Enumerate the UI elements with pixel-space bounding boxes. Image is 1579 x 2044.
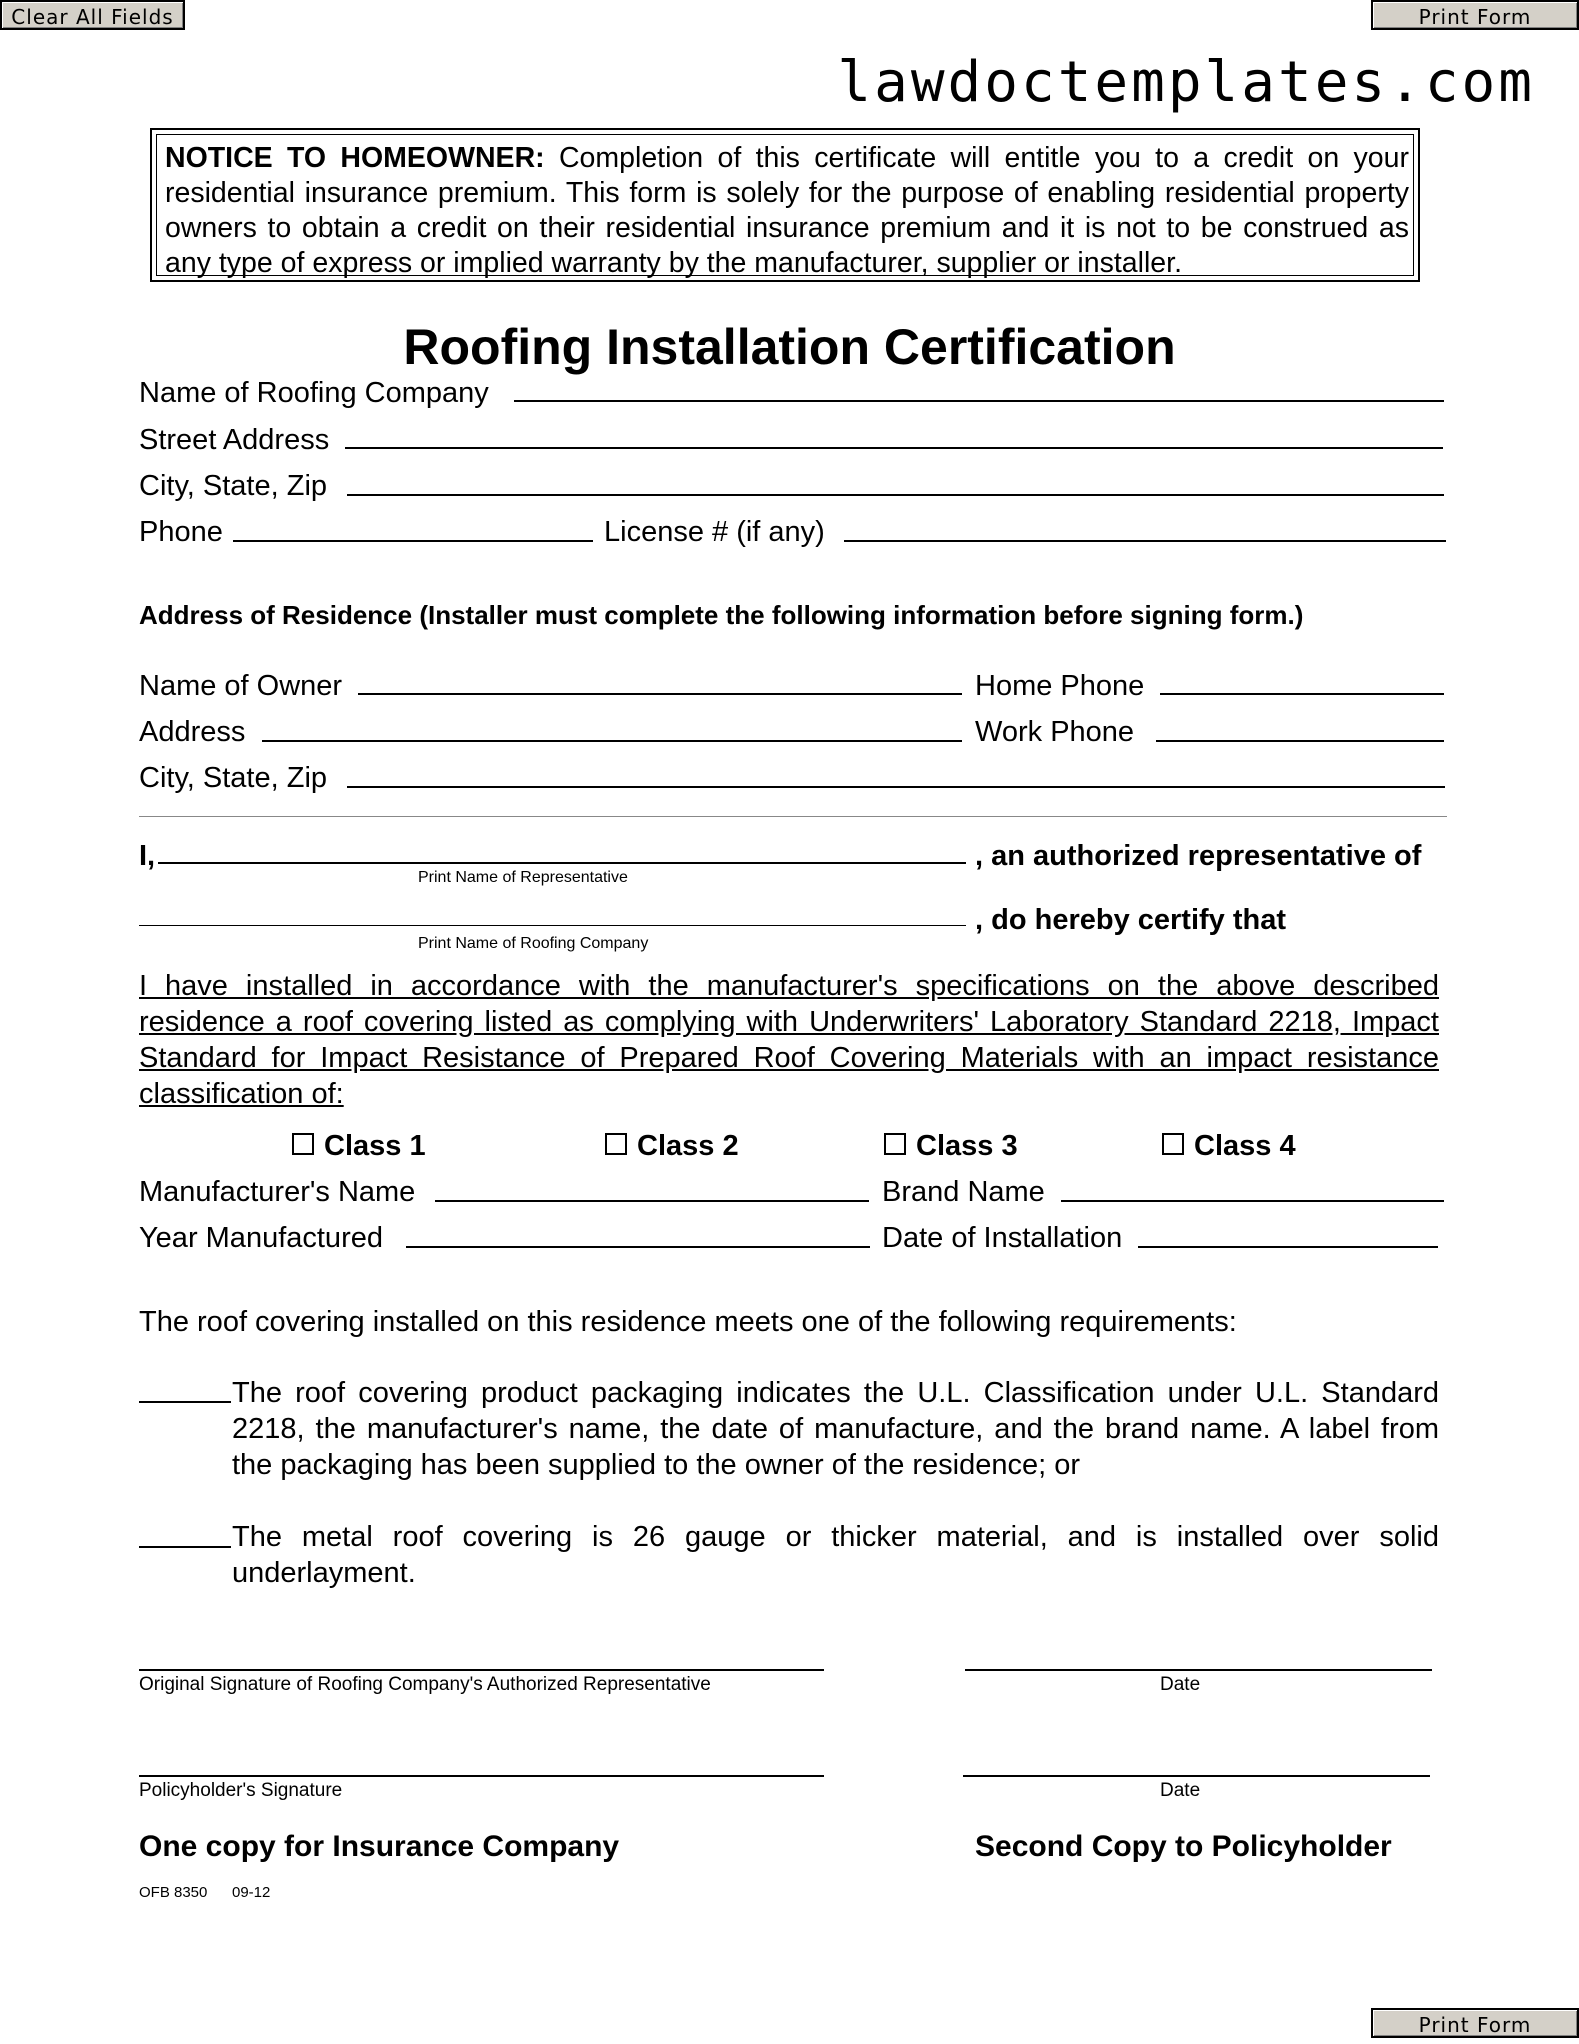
street-address-label: Street Address: [139, 424, 330, 456]
date-1-field[interactable]: [965, 1669, 1432, 1671]
class-2-option[interactable]: [605, 1130, 739, 1163]
year-manufactured-field[interactable]: [406, 1246, 870, 1248]
date-2-field[interactable]: [963, 1775, 1430, 1777]
company-caption: Print Name of Roofing Company: [418, 935, 649, 952]
option-2-initial-field[interactable]: [139, 1546, 231, 1548]
copy-insurance-text: One copy for Insurance Company: [139, 1830, 620, 1863]
residence-city-label: City, State, Zip: [139, 762, 328, 794]
notice-body: Completion of this certificate will entitle you to a credit on your residential insurance premium. This form is solely for the purpose of enabling residential property owners to obtain a credit on their residential insurance premium and it is not to be construed as any type of express or implied warranty by the manufacturer, supplier or installer.: [165, 142, 1409, 279]
owner-name-label: Name of Owner: [139, 670, 343, 702]
work-phone-field[interactable]: [1156, 740, 1444, 742]
year-manufactured-label: Year Manufactured: [139, 1222, 383, 1254]
requirements-intro: The roof covering installed on this residence meets one of the following requirements:: [139, 1306, 1237, 1338]
cert-i: I,: [139, 840, 156, 872]
cert-certify-text: , do hereby certify that: [975, 904, 1287, 936]
residence-address-label: Address: [139, 716, 246, 748]
class-2-checkbox[interactable]: [605, 1133, 627, 1155]
notice-box: [150, 128, 1420, 282]
home-phone-label: Home Phone: [975, 670, 1145, 702]
install-date-label: Date of Installation: [882, 1222, 1123, 1254]
roofing-company-name-field[interactable]: [139, 925, 966, 926]
policyholder-signature-caption: Policyholder's Signature: [139, 1780, 343, 1801]
phone-field[interactable]: [233, 540, 593, 542]
company-name-field[interactable]: [514, 400, 1444, 402]
section-divider: [139, 816, 1447, 817]
phone-label: Phone: [139, 516, 223, 548]
print-form-button-top[interactable]: Print Form: [1371, 0, 1579, 30]
company-name-label: Name of Roofing Company: [139, 377, 489, 409]
manufacturer-field[interactable]: [435, 1200, 869, 1202]
company-city-field[interactable]: [347, 494, 1444, 496]
date-1-caption: Date: [1160, 1674, 1201, 1695]
brand-name-label: Brand Name: [882, 1176, 1045, 1208]
home-phone-field[interactable]: [1160, 693, 1444, 695]
work-phone-label: Work Phone: [975, 716, 1135, 748]
brand-name-field[interactable]: [1061, 1200, 1444, 1202]
class-4-checkbox[interactable]: [1162, 1133, 1184, 1155]
class-1-label: Class 1: [324, 1130, 426, 1162]
rep-signature-caption: Original Signature of Roofing Company's Authorized Representative: [139, 1674, 711, 1695]
notice-text: [156, 134, 1414, 279]
residence-heading: Address of Residence (Installer must complete the following information before signing form.): [139, 600, 1304, 630]
install-date-field[interactable]: [1138, 1246, 1438, 1248]
class-4-option[interactable]: [1162, 1130, 1296, 1163]
manufacturer-label: Manufacturer's Name: [139, 1176, 416, 1208]
rep-signature-field[interactable]: [139, 1669, 824, 1671]
option-1-text: The roof covering product packaging indicates the U.L. Classification under U.L. Standard 2218, the manufacturer's name, the date of manufacture, and the brand name. A label from the packaging has been supplied to the owner of the residence; or: [232, 1377, 1439, 1481]
class-4-label: Class 4: [1194, 1130, 1296, 1162]
certification-statement: I have installed in accordance with the manufacturer's specifications on the above described residence a roof covering listed as complying with Underwriters' Laboratory Standard 2218, Impact Standard for Impact Resistance of Prepared Roof Covering Materials with an impact resistance classification of:: [139, 970, 1439, 1110]
print-form-button-bottom[interactable]: Print Form: [1371, 2008, 1579, 2038]
residence-address-field[interactable]: [262, 740, 962, 742]
page-title: Roofing Installation Certification: [403, 319, 1176, 375]
license-field[interactable]: [844, 540, 1446, 542]
class-2-label: Class 2: [637, 1130, 739, 1162]
company-city-label: City, State, Zip: [139, 470, 328, 502]
option-1-initial-field[interactable]: [139, 1401, 231, 1403]
class-1-checkbox[interactable]: [292, 1133, 314, 1155]
class-1-option[interactable]: [292, 1130, 426, 1163]
clear-all-fields-button[interactable]: Clear All Fields: [0, 0, 185, 30]
class-3-checkbox[interactable]: [884, 1133, 906, 1155]
residence-city-field[interactable]: [347, 786, 1445, 788]
class-3-label: Class 3: [916, 1130, 1018, 1162]
representative-name-field[interactable]: [158, 862, 966, 864]
owner-name-field[interactable]: [358, 693, 962, 695]
site-watermark: lawdoctemplates.com: [837, 50, 1535, 115]
license-label: License # (if any): [604, 516, 825, 548]
class-3-option[interactable]: [884, 1130, 1018, 1163]
date-2-caption: Date: [1160, 1780, 1201, 1801]
policyholder-signature-field[interactable]: [139, 1775, 824, 1777]
notice-heading: NOTICE TO HOMEOWNER:: [165, 142, 545, 174]
street-address-field[interactable]: [345, 447, 1443, 449]
copy-policyholder-text: Second Copy to Policyholder: [975, 1830, 1392, 1863]
form-date: 09-12: [232, 1884, 271, 1901]
form-number: OFB 8350: [139, 1884, 208, 1901]
cert-authorized-text: , an authorized representative of: [975, 840, 1422, 872]
representative-caption: Print Name of Representative: [418, 869, 628, 886]
option-2-text: The metal roof covering is 26 gauge or thicker material, and is installed over solid underlayment.: [232, 1521, 1439, 1589]
